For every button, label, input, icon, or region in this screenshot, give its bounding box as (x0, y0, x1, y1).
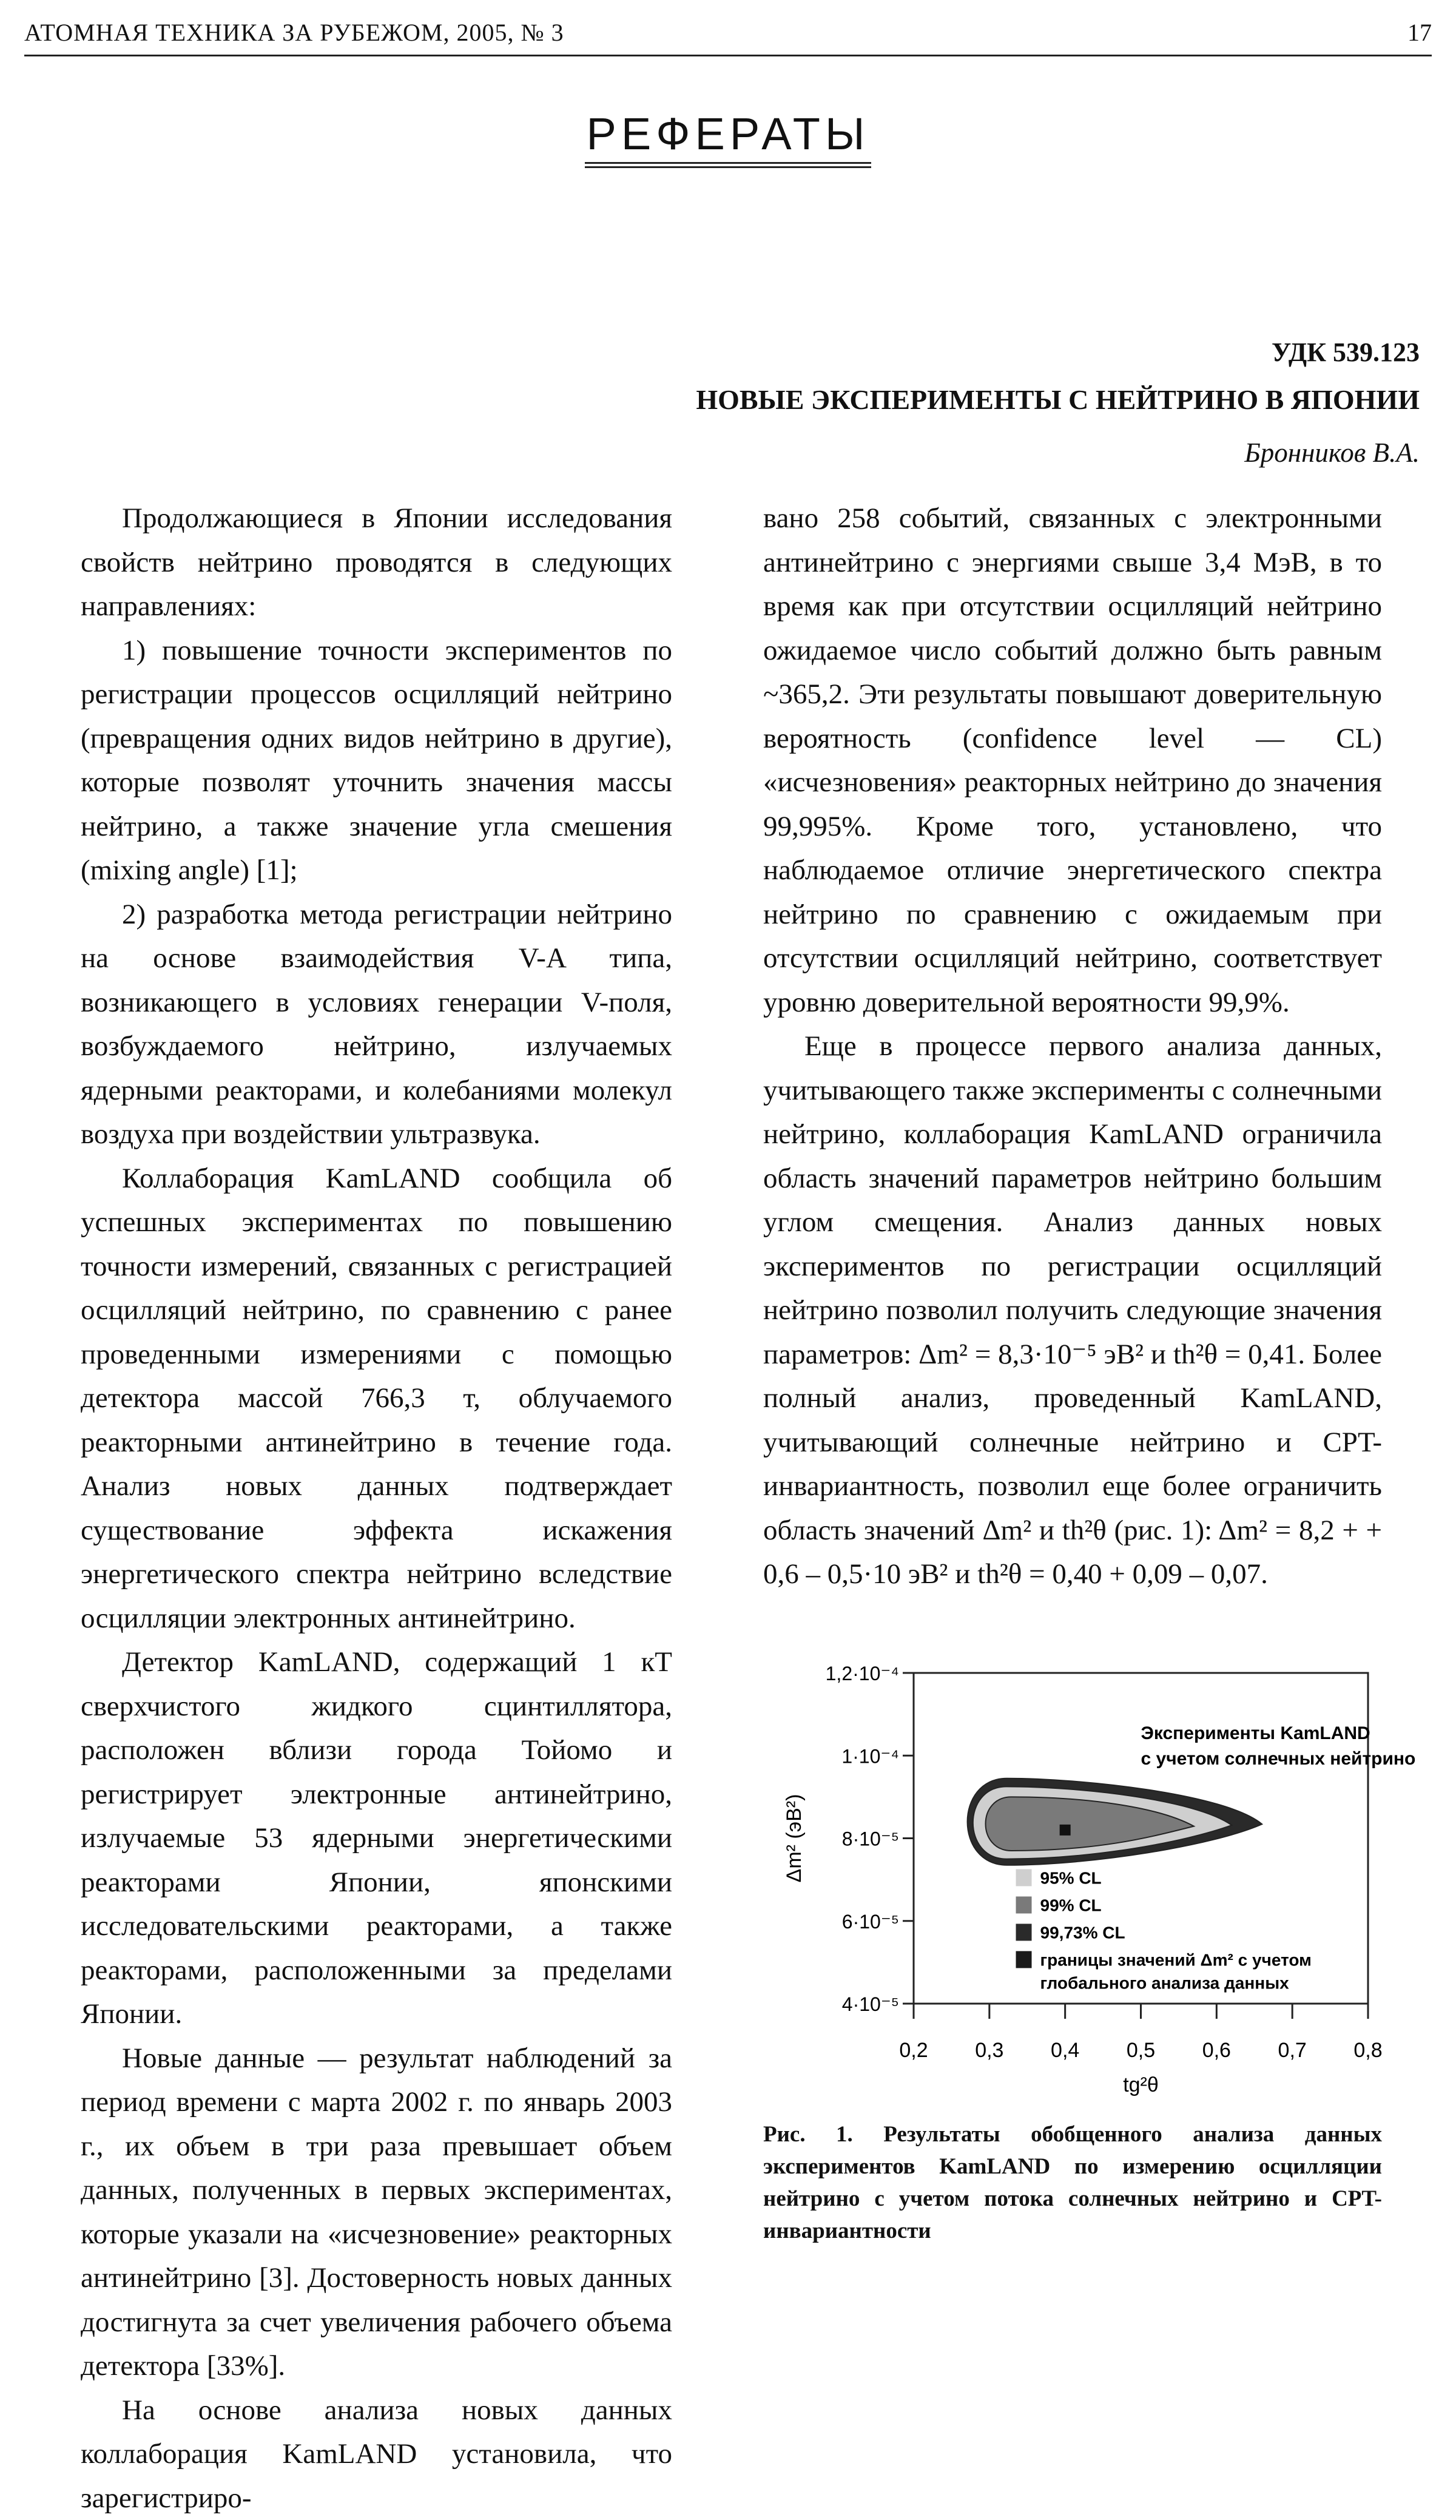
x-axis-label: tg²θ (1123, 2073, 1159, 2096)
y-tick-label: 1·10⁻⁴ (841, 1745, 899, 1767)
paragraph: 1) повышение точности экспериментов по регистрации процессов осцилляций нейтрино (превращения одних видов нейтрино в другие), которые позволят уточнить значения массы нейтрино, а также значение угла смешения (mixing angle) [1]; (81, 629, 672, 893)
paragraph: Коллаборация KamLAND сообщила об успешных экспериментах по повышению точности измерений, связанных с регистрацией осцилляций нейтрино, по сравнению с ранее проведенными измерениями с помощью детектора массой 766,3 т, облучаемого реакторными антинейтрино в течение года. Анализ новых данных подтверждает существование эффекта искажения энергетического спектра нейтрино вследствие осцилляции электронных антинейтрино. (81, 1157, 672, 1641)
running-header (24, 18, 1432, 56)
paragraph: Еще в процессе первого анализа данных, учитывающего также эксперименты с солнечными нейтрино, коллаборация KamLAND ограничила область значений параметров нейтрино большим углом смещения. Анализ данных новых экспериментов по регистрации осцилляций нейтрино позволил получить следующие значения параметров: Δm² = 8,3·10⁻⁵ эВ² и th²θ = 0,41. Более полный анализ, проведенный KamLAND, учитывающий солнечные нейтрино и CPT-инвариантность, позволил еще более ограничить область значений Δm² и th²θ (рис. 1): Δm² = 8,2 + + 0,6 – 0,5·10 эВ² и th²θ = 0,40 + 0,09 – 0,07. (763, 1024, 1382, 1596)
x-tick-label: 0,7 (1278, 2039, 1307, 2062)
legend-label: 99% CL (1040, 1896, 1102, 1914)
section-title: РЕФЕРАТЫ (585, 109, 871, 168)
legend-label: 99,73% CL (1040, 1923, 1125, 1942)
legend-swatch (1016, 1869, 1032, 1886)
x-tick-label: 0,3 (975, 2039, 1003, 2062)
udk-code: УДК 539.123 (1272, 337, 1420, 368)
legend-label: глобального анализа данных (1040, 1973, 1290, 1992)
y-tick-label: 8·10⁻⁵ (842, 1828, 899, 1849)
figure-caption: Рис. 1. Результаты обобщенного анализа данных экспериментов KamLAND по измерению осцилляции нейтрино с учетом потока солнечных нейтрино и CPT-инвариантности (763, 2118, 1382, 2247)
y-tick-label: 4·10⁻⁵ (842, 1993, 899, 2015)
paragraph: Новые данные — результат наблюдений за период времени с марта 2002 г. по январь 2003 г., их объем в три раза превышает объем данных, полученных в первых экспериментах, которые указали на «исчезновение» реакторных антинейтрино [3]. Достоверность новых данных достигнута за счет увеличения рабочего объема детектора [33%]. (81, 2036, 672, 2388)
y-tick-label: 1,2·10⁻⁴ (826, 1663, 899, 1684)
journal-title: АТОМНАЯ ТЕХНИКА ЗА РУБЕЖОМ, 2005, № 3 (24, 18, 564, 47)
section-heading (0, 109, 1456, 168)
page-number: 17 (1407, 18, 1432, 47)
article-author: Бронников В.А. (1244, 437, 1420, 468)
contour-chart (789, 1639, 1395, 2112)
x-tick-label: 0,2 (899, 2039, 928, 2062)
legend-swatch (1016, 1951, 1032, 1968)
legend-swatch (1016, 1896, 1032, 1913)
left-column (81, 496, 672, 2520)
paragraph: На основе анализа новых данных коллаборация KamLAND установила, что зарегистриро- (81, 2388, 672, 2520)
x-tick-label: 0,8 (1353, 2039, 1382, 2062)
x-tick-label: 0,4 (1051, 2039, 1079, 2062)
y-axis-label: Δm² (эВ²) (783, 1794, 806, 1882)
paragraph: 2) разработка метода регистрации нейтрино на основе взаимодействия V-A типа, возникающего в условиях генерации V-поля, возбуждаемого нейтрино, излучаемых ядерными реакторами, и колебаниями молекул воздуха при воздействии ультразвука. (81, 893, 672, 1157)
legend-label: 95% CL (1040, 1868, 1102, 1887)
paragraph: Детектор KamLAND, содержащий 1 кТ сверхчистого жидкого сцинтиллятора, расположен вблизи города Тойомо и регистрирует электронные антинейтрино, излучаемые 53 ядерными энергетическими реакторами Японии, японскими исследовательскими реакторами, а также реакторами, расположенными за пределами Японии. (81, 1640, 672, 2036)
legend-swatch (1016, 1924, 1032, 1941)
y-tick-label: 6·10⁻⁵ (842, 1910, 899, 1932)
x-tick-label: 0,5 (1127, 2039, 1155, 2062)
paragraph: Продолжающиеся в Японии исследования свойств нейтрино проводятся в следующих направлениях: (81, 496, 672, 629)
x-tick-label: 0,6 (1202, 2039, 1231, 2062)
article-title: НОВЫЕ ЭКСПЕРИМЕНТЫ С НЕЙТРИНО В ЯПОНИИ (696, 383, 1420, 416)
chart-annotation: с учетом солнечных нейтрино (1141, 1749, 1416, 1769)
legend-label: границы значений Δm² с учетом (1040, 1950, 1312, 1969)
paragraph: вано 258 событий, связанных с электронными антинейтрино с энергиями свыше 3,4 МэВ, в то время как при отсутствии осцилляций нейтрино ожидаемое число событий должно быть равным ~365,2. Эти результаты повышают доверительную вероятность (confidence level — CL) «исчезновения» реакторных нейтрино до значения 99,995%. Кроме того, установлено, что наблюдаемое отличие энергетического спектра нейтрино по сравнению с ожидаемым при отсутствии осцилляций нейтрино, соответствует уровню доверительной вероятности 99,9%. (763, 496, 1382, 1024)
chart-annotation: Эксперименты KamLAND (1141, 1723, 1370, 1743)
right-column (763, 496, 1382, 2247)
best-fit-marker (1060, 1824, 1071, 1835)
